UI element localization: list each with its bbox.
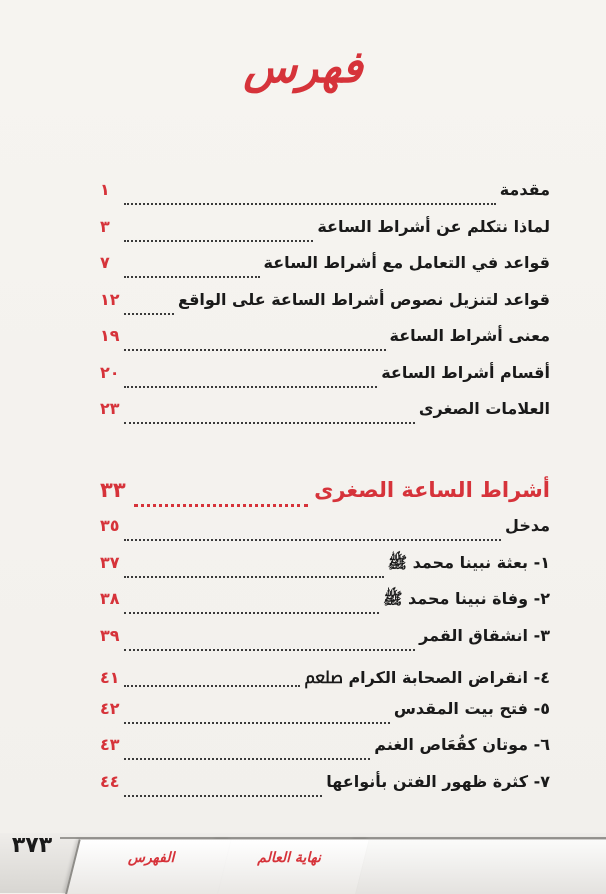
toc-entry-label: ٦- موتان كقُعَاص الغنم — [374, 735, 550, 754]
toc-entry-page: ١ — [100, 180, 110, 199]
toc-entry[interactable] — [100, 662, 550, 699]
leader-dots — [124, 576, 384, 578]
leader-dots — [124, 276, 260, 278]
toc-entry[interactable] — [100, 180, 550, 217]
leader-dots — [124, 758, 370, 760]
leader-dots — [124, 203, 496, 205]
toc-entry-label: ١- بعثة نبينا محمد ﷺ — [387, 552, 550, 572]
toc-entry-page: ٤١ — [100, 668, 120, 687]
toc-entry[interactable] — [100, 217, 550, 254]
page-title: فهرس — [243, 42, 363, 93]
toc-intro-list — [100, 180, 550, 436]
toc-entry-page: ١٢ — [100, 289, 120, 309]
toc-section-list — [100, 478, 550, 808]
toc-entry-page: ٧ — [100, 253, 110, 272]
leader-dots — [124, 422, 415, 424]
toc-entry[interactable] — [100, 735, 550, 772]
toc-entry-label: ٥- فتح بيت المقدس — [393, 698, 550, 718]
toc-entry[interactable] — [100, 589, 550, 626]
toc-entry[interactable] — [100, 399, 550, 436]
toc-entry[interactable] — [100, 772, 550, 809]
leader-dots — [124, 539, 501, 541]
toc-entry-label: مقدمة — [499, 180, 550, 199]
toc-entry-page: ٢٠ — [100, 362, 120, 382]
toc-entry[interactable] — [100, 553, 550, 590]
toc-entry-page: ٣ — [100, 216, 110, 236]
toc-entry[interactable] — [100, 326, 550, 363]
toc-entry-page: ٤٢ — [100, 698, 120, 718]
toc-entry-label: قواعد لتنزيل نصوص أشراط الساعة على الواقع — [178, 289, 550, 309]
leader-dots — [134, 504, 308, 507]
toc-entry[interactable] — [100, 253, 550, 290]
page-footer — [0, 833, 606, 893]
toc-entry[interactable] — [100, 699, 550, 736]
toc-entry-label: ٧- كثرة ظهور الفتن بأنواعها — [326, 771, 550, 791]
toc-entry[interactable] — [100, 516, 550, 553]
toc-entry-page: ٣٩ — [100, 625, 120, 645]
toc-section-heading[interactable] — [100, 478, 550, 516]
section-heading-page: ٣٣ — [100, 478, 126, 502]
footer-tab-book-title-label: نهاية العالم — [257, 850, 321, 866]
toc-entry-label: معنى أشراط الساعة — [389, 326, 550, 345]
toc-entry[interactable] — [100, 363, 550, 400]
toc-entry-page: ٤٤ — [100, 771, 120, 791]
leader-dots — [124, 722, 390, 724]
toc-entry-label: ٢- وفاة نبينا محمد ﷺ — [383, 589, 550, 608]
toc-entry-page: ٢٣ — [100, 399, 120, 418]
toc-entry-label: قواعد في التعامل مع أشراط الساعة — [263, 253, 550, 272]
leader-dots — [124, 313, 174, 315]
section-heading-label: أشراط الساعة الصغرى — [314, 478, 550, 502]
toc-entry-page: ٤٣ — [100, 735, 120, 754]
leader-dots — [124, 685, 300, 687]
toc-entry-label: العلامات الصغرى — [418, 399, 550, 418]
leader-dots — [124, 386, 377, 388]
toc-entry-label: ٤- انقراض الصحابة الكرام ﷵ — [304, 668, 550, 687]
toc-entry-page: ٣٨ — [100, 589, 120, 608]
leader-dots — [124, 795, 322, 797]
leader-dots — [124, 612, 379, 614]
toc-entry-page: ٣٧ — [100, 552, 120, 572]
leader-dots — [124, 649, 415, 651]
page-number: ٣٧٣ — [11, 833, 53, 858]
toc-entry-page: ٣٥ — [100, 516, 120, 535]
toc-entry-label: لماذا نتكلم عن أشراط الساعة — [317, 216, 550, 236]
footer-tab-index[interactable] — [65, 839, 231, 894]
leader-dots — [124, 349, 386, 351]
toc-entry[interactable] — [100, 290, 550, 327]
toc-entry-label: ٣- انشقاق القمر — [419, 625, 550, 645]
leader-dots — [124, 240, 313, 242]
toc-entry-label: مدخل — [505, 516, 550, 535]
toc-entry[interactable] — [100, 626, 550, 663]
toc-entry-label: أقسام أشراط الساعة — [381, 362, 550, 382]
toc-entry-page: ١٩ — [100, 326, 120, 345]
footer-tab-index-label: الفهرس — [127, 850, 175, 866]
footer-tab-blank — [341, 839, 606, 894]
